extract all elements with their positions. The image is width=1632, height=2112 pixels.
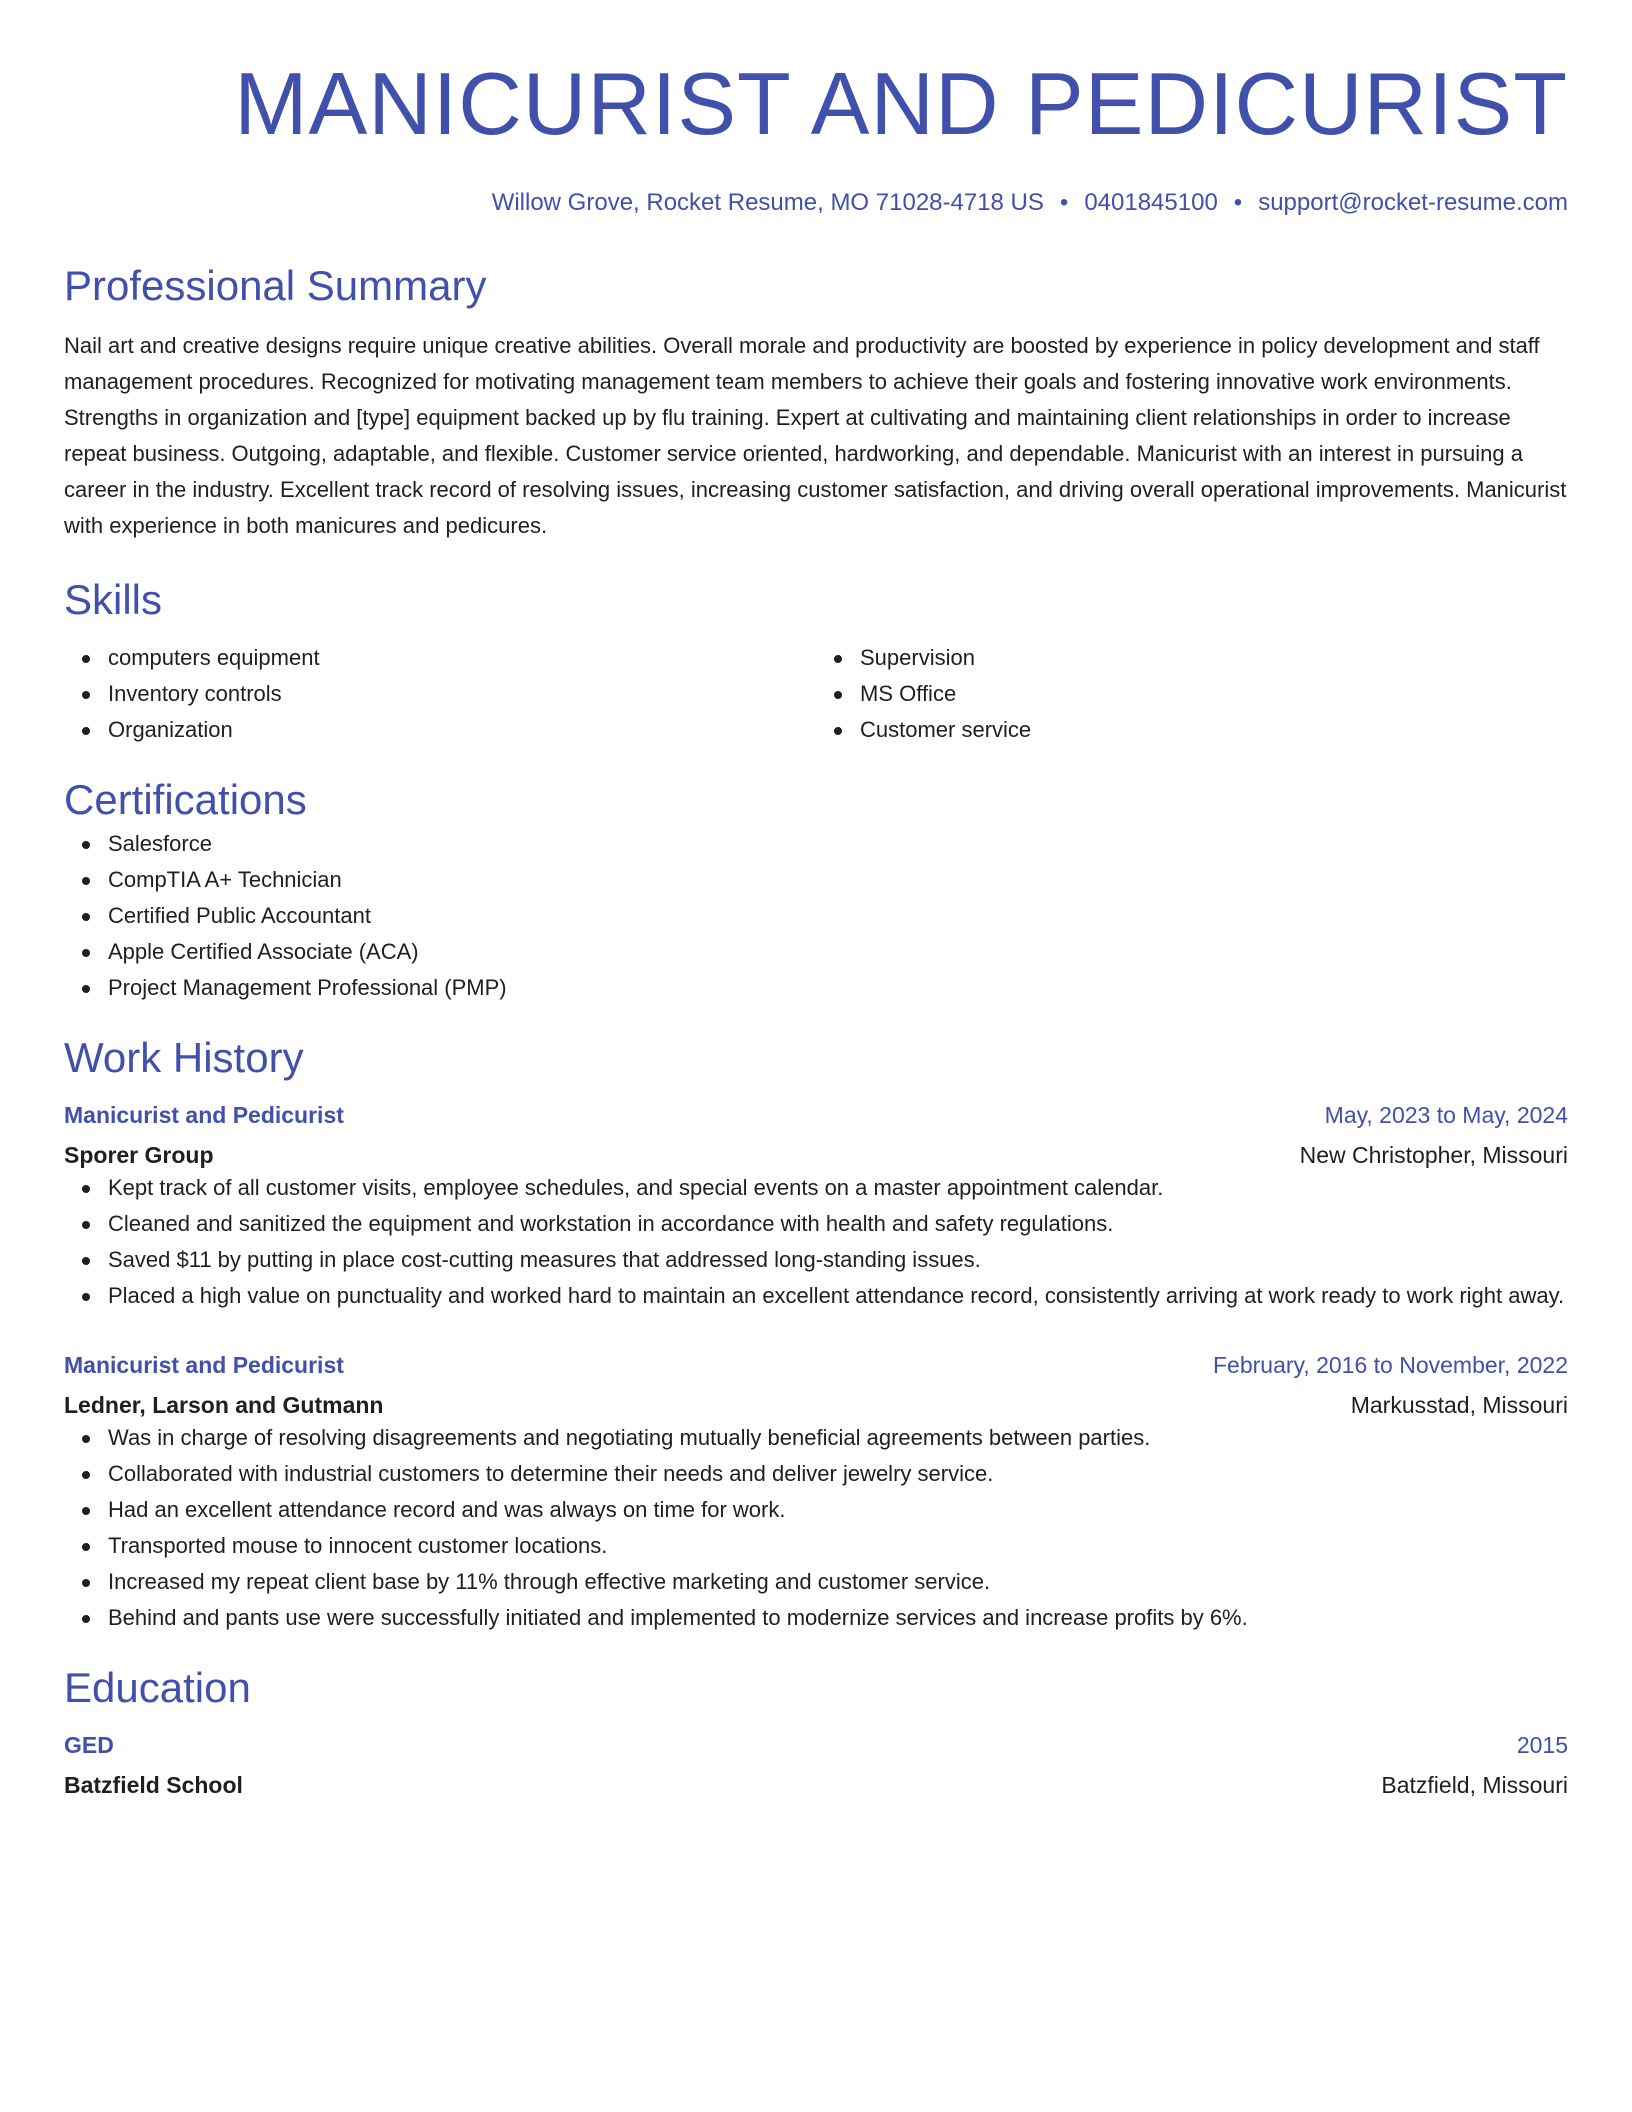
- certification-item: Certified Public Accountant: [108, 898, 1568, 934]
- contact-line: [64, 188, 1568, 218]
- job-location: New Christopher, Missouri: [1299, 1142, 1568, 1168]
- duty-item: Was in charge of resolving disagreements and negotiating mutually beneficial agreements between parties.: [108, 1420, 1568, 1456]
- duty-item: Transported mouse to innocent customer locations.: [108, 1528, 1568, 1564]
- skills-list: [64, 640, 1568, 748]
- contact-address: Willow Grove, Rocket Resume, MO 71028-4718 US: [491, 189, 1044, 216]
- skill-item: Inventory controls: [108, 676, 816, 712]
- skill-item: computers equipment: [108, 640, 816, 676]
- job-company: Sporer Group: [64, 1142, 214, 1168]
- job-header-row: [64, 1350, 1568, 1380]
- job-duties: [64, 1170, 1568, 1314]
- skill-item: MS Office: [860, 676, 1568, 712]
- education-year: 2015: [1516, 1732, 1568, 1758]
- contact-separator: •: [1059, 189, 1069, 216]
- certification-item: Project Management Professional (PMP): [108, 970, 1568, 1006]
- job-entry: [64, 1350, 1568, 1636]
- education-header-row: [64, 1730, 1568, 1760]
- duty-item: Placed a high value on punctuality and worked hard to maintain an excellent attendance record, consistently arriving at work ready to work right away.: [108, 1278, 1568, 1314]
- certification-item: Salesforce: [108, 826, 1568, 862]
- job-location: Markusstad, Missouri: [1350, 1392, 1568, 1418]
- job-title: Manicurist and Pedicurist: [64, 1352, 344, 1378]
- job-dates: February, 2016 to November, 2022: [1212, 1352, 1568, 1378]
- certifications-list: [64, 826, 1568, 1006]
- duty-item: Had an excellent attendance record and was always on time for work.: [108, 1492, 1568, 1528]
- summary-text: Nail art and creative designs require unique creative abilities. Overall morale and productivity are boosted by experience in policy development and staff management procedures. Recognized for motivating management team members to achieve their goals and fostering innovative work environments. Strengths in organization and [type] equipment backed up by flu training. Expert at cultivating and maintaining client relationships in order to increase repeat business. Outgoing, adaptable, and flexible. Customer service oriented, hardworking, and dependable. Manicurist with an interest in pursuing a career in the industry. Excellent track record of resolving issues, increasing customer satisfaction, and driving overall operational improvements. Manicurist with experience in both manicures and pedicures.: [64, 333, 1567, 538]
- job-dates: May, 2023 to May, 2024: [1324, 1102, 1568, 1128]
- job-company: Ledner, Larson and Gutmann: [64, 1392, 384, 1418]
- education-school-row: [64, 1770, 1568, 1800]
- certification-item: Apple Certified Associate (ACA): [108, 934, 1568, 970]
- job-company-row: [64, 1390, 1568, 1420]
- job-entry: [64, 1100, 1568, 1314]
- skills-column-right: [816, 640, 1568, 748]
- duty-item: Collaborated with industrial customers to determine their needs and deliver jewelry service.: [108, 1456, 1568, 1492]
- skill-item: Supervision: [860, 640, 1568, 676]
- contact-separator: •: [1233, 189, 1243, 216]
- duty-item: Kept track of all customer visits, employee schedules, and special events on a master appointment calendar.: [108, 1170, 1568, 1206]
- candidate-name: MANICURIST AND PEDICURIST: [234, 54, 1568, 153]
- education-location: Batzfield, Missouri: [1381, 1772, 1568, 1798]
- education-degree: GED: [64, 1732, 114, 1758]
- section-title-certifications: Certifications: [64, 776, 307, 823]
- contact-phone: 0401845100: [1084, 189, 1218, 216]
- education-school: Batzfield School: [64, 1772, 243, 1798]
- job-company-row: [64, 1140, 1568, 1170]
- resume-header: [64, 56, 1568, 218]
- job-header-row: [64, 1100, 1568, 1130]
- section-title-work-history: Work History: [64, 1034, 304, 1081]
- skills-column-left: [64, 640, 816, 748]
- certification-item: CompTIA A+ Technician: [108, 862, 1568, 898]
- education-entry: [64, 1730, 1568, 1800]
- skill-item: Customer service: [860, 712, 1568, 748]
- duty-item: Saved $11 by putting in place cost-cutting measures that addressed long-standing issues.: [108, 1242, 1568, 1278]
- duty-item: Increased my repeat client base by 11% through effective marketing and customer service.: [108, 1564, 1568, 1600]
- contact-email[interactable]: support@rocket-resume.com: [1258, 189, 1568, 216]
- job-duties: [64, 1420, 1568, 1636]
- job-title: Manicurist and Pedicurist: [64, 1102, 344, 1128]
- skill-item: Organization: [108, 712, 816, 748]
- section-title-education: Education: [64, 1664, 251, 1711]
- section-title-summary: Professional Summary: [64, 262, 487, 309]
- section-title-skills: Skills: [64, 576, 163, 623]
- duty-item: Cleaned and sanitized the equipment and workstation in accordance with health and safety regulations.: [108, 1206, 1568, 1242]
- duty-item: Behind and pants use were successfully initiated and implemented to modernize services and increase profits by 6%.: [108, 1600, 1568, 1636]
